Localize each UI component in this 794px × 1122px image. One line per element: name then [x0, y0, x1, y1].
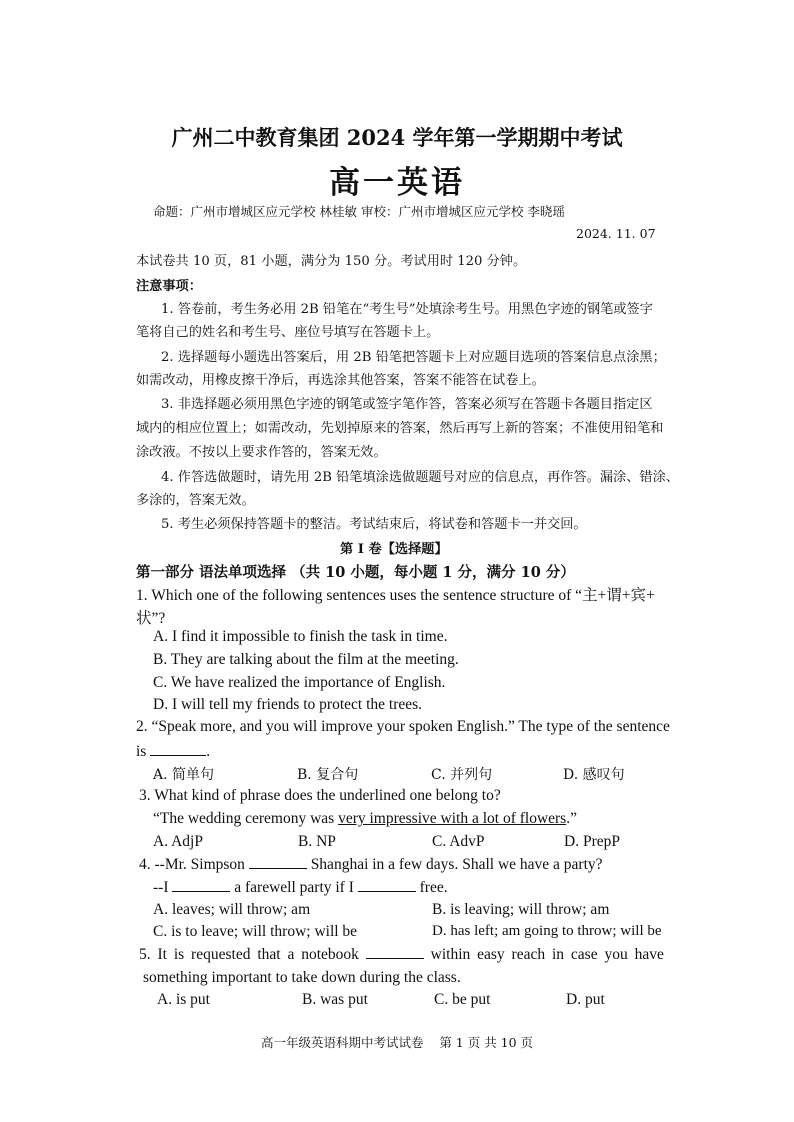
part-heading: 第一部分 语法单项选择 （共 10 小题，每小题 1 分，满分 10 分） — [136, 564, 575, 581]
question-5-option-a: A. is put — [157, 991, 210, 1008]
question-1-stem-cont: 状”? — [136, 610, 166, 627]
notes-line: 涂改液。不按以上要求作答的，答案无效。 — [136, 445, 387, 460]
question-2-option-b: B. 复合句 — [297, 767, 359, 783]
exam-date: 2024. 11. 07 — [576, 226, 656, 241]
question-3-quote-end: .” — [566, 810, 577, 827]
question-2-option-c: C. 并列句 — [431, 767, 493, 783]
notes-line: 多涂的，答案无效。 — [136, 493, 255, 508]
question-4-option-a: A. leaves; will throw; am — [153, 901, 311, 918]
notes-line: 2. 选择题每小题选出答案后，用 2B 铅笔把答题卡上对应题目选项的答案信息点涂黑； — [161, 350, 666, 365]
notes-line: 5. 考生必须保持答题卡的整洁。考试结束后，将试卷和答题卡一并交回。 — [161, 517, 587, 532]
question-2-stem-suffix: . — [206, 743, 211, 760]
question-1-option-c: C. We have realized the importance of English. — [153, 674, 446, 691]
question-3-option-d: D. PrepP — [564, 833, 620, 850]
page-footer: 高一年级英语科期中考试试卷 第 1 页 共 10 页 — [260, 1035, 534, 1050]
notes-line: 笔将自己的姓名和考生号、座位号填写在答题卡上。 — [136, 325, 440, 340]
question-5-line-2: something important to take down during the class. — [143, 969, 461, 986]
question-2-stem-cont — [136, 743, 210, 761]
question-5-option-c: C. be put — [434, 991, 491, 1008]
question-1-option-a: A. I find it impossible to finish the task in time. — [153, 628, 448, 645]
question-4-line-2-mid: a farewell party if I — [234, 879, 354, 896]
question-4-blank-2 — [172, 879, 230, 892]
question-5-line-1-start: 5. It is requested that a notebook — [139, 946, 359, 963]
notes-line: 域内的相应位置上；如需改动，先划掉原来的答案，然后再写上新的答案；不准使用铅笔和 — [136, 421, 664, 436]
question-4-line-2-start: --I — [153, 879, 169, 896]
question-5-line-1-end: within easy reach in case you have — [430, 946, 664, 963]
question-2-stem: 2. “Speak more, and you will improve your spoken English.” The type of the sentence — [136, 718, 670, 735]
question-4-line-2-end: free. — [419, 879, 448, 896]
question-4-option-b: B. is leaving; will throw; am — [432, 901, 610, 918]
question-4-line-1 — [139, 856, 603, 874]
question-2-option-a: A. 简单句 — [153, 767, 215, 783]
question-3-quote-start: “The wedding ceremony was — [153, 810, 339, 827]
question-3-underlined-phrase: very impressive with a lot of flowers — [338, 810, 567, 827]
question-3-option-a: A. AdjP — [153, 833, 203, 850]
question-3-option-b: B. NP — [298, 833, 336, 850]
subject-title: 高一英语 — [329, 165, 465, 201]
exam-intro: 本试卷共 10 页，81 小题，满分为 150 分。考试用时 120 分钟。 — [136, 254, 527, 269]
question-1-stem: 1. Which one of the following sentences uses the sentence structure of “主+谓+宾+ — [136, 587, 655, 604]
question-2-stem-prefix: is — [136, 743, 147, 760]
question-5-option-d: D. put — [566, 991, 605, 1008]
question-1-option-b: B. They are talking about the film at the meeting. — [153, 651, 459, 668]
notes-line: 4. 作答选做题时，请先用 2B 铅笔填涂选做题题号对应的信息点，再作答。漏涂、错涂、 — [161, 470, 679, 485]
question-5-option-b: B. was put — [302, 991, 368, 1008]
question-4-blank-1 — [249, 856, 307, 869]
question-2-blank — [150, 743, 206, 756]
question-4-option-c: C. is to leave; will throw; will be — [153, 923, 358, 940]
question-5-blank — [366, 946, 424, 959]
question-3-stem: 3. What kind of phrase does the underlined one belong to? — [139, 787, 501, 804]
authors-line: 命题：广州市增城区应元学校 林桂敏 审校：广州市增城区应元学校 李晓瑶 — [153, 204, 565, 219]
question-2-option-d: D. 感叹句 — [563, 767, 625, 783]
notes-line: 如需改动，用橡皮擦干净后，再选涂其他答案，答案不能答在试卷上。 — [136, 373, 545, 388]
question-4-line-2 — [153, 879, 448, 897]
question-5-line-1 — [139, 946, 664, 964]
volume-heading: 第 I 卷【选择题】 — [340, 542, 448, 557]
question-4-blank-3 — [358, 879, 416, 892]
question-1-option-d: D. I will tell my friends to protect the trees. — [153, 696, 423, 713]
question-3-quote — [153, 810, 577, 828]
question-4-option-d: D. has left; am going to throw; will be — [432, 923, 662, 939]
notes-heading: 注意事项： — [136, 279, 202, 294]
question-4-line-1-start: 4. --Mr. Simpson — [139, 856, 245, 873]
question-4-line-1-end: Shanghai in a few days. Shall we have a party? — [310, 856, 603, 873]
question-3-option-c: C. AdvP — [432, 833, 485, 850]
notes-line: 1. 答卷前，考生务必用 2B 铅笔在“考生号”处填涂考生号。用黑色字迹的钢笔或签字 — [161, 302, 653, 317]
exam-title: 广州二中教育集团 2024 学年第一学期期中考试 — [171, 125, 623, 150]
notes-line: 3. 非选择题必须用黑色字迹的钢笔或签字笔作答，答案必须写在答题卡各题目指定区 — [161, 397, 653, 412]
